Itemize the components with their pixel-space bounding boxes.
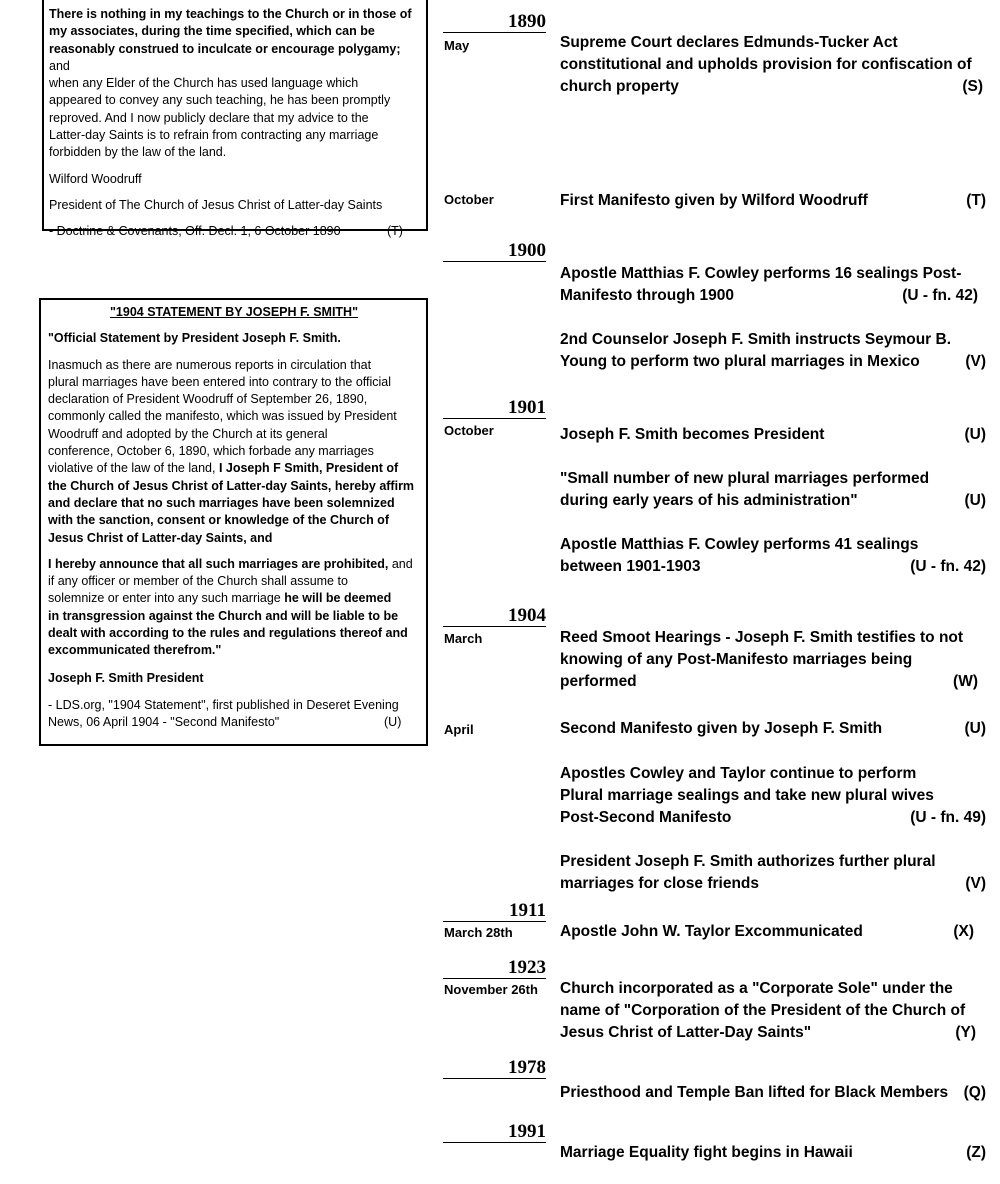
timeline-event: 2nd Counselor Joseph F. Smith instructs Seymour B. Young to perform two plural marriages in Mexico (V) [560,329,960,373]
event-source-ref: (V) [965,353,986,370]
manifesto-line: when any Elder of the Church has used language which [49,76,359,91]
manifesto-citation-ref: (T) [387,224,403,239]
statement-line: Jesus Christ of Latter-day Saints, and [48,530,273,545]
event-source-ref: (U) [964,492,986,509]
manifesto-signature-title: President of The Church of Jesus Christ of Latter-day Saints [49,197,383,212]
event-source-ref: (U) [964,720,986,737]
timeline-event: Priesthood and Temple Ban lifted for Black Members (Q) [560,1082,988,1104]
timeline-event: Second Manifesto given by Joseph F. Smith (U) [560,718,988,740]
manifesto-line: reproved. And I now publicly declare that my advice to the [49,110,369,125]
manifesto-line: appeared to convey any such teaching, he has been promptly [49,93,391,108]
statement-line: plural marriages have been entered into contrary to the official [48,374,392,389]
statement-citation-ref: (U) [384,714,402,729]
manifesto-quote-box [42,0,428,239]
manifesto-line: reasonably construed to inculcate or encourage polygamy; and [49,41,401,73]
year-heading-1890: 1890 [443,12,546,33]
timeline-event: Reed Smoot Hearings - Joseph F. Smith testifies to not knowing of any Post-Manifesto marriages being performed (W) [560,627,980,693]
event-source-ref: (S) [962,78,983,95]
timeline-event: First Manifesto given by Wilford Woodruff (T) [560,190,988,212]
statement-line: if any officer or member of the Church shall assume to [48,574,348,589]
month-label: March 28th [444,925,513,940]
manifesto-line: There is nothing in my teachings to the Church or in those of [49,7,412,21]
statement-line: conference, October 6, 1890, which forbade any marriages [48,444,374,459]
statement-line: commonly called the manifesto, which was issued by President [48,409,397,424]
event-source-ref: (V) [965,875,986,892]
statement-paragraph-2 [48,556,420,660]
timeline-event: Marriage Equality fight begins in Hawaii (Z) [560,1142,988,1164]
event-source-ref: (U - fn. 42) [910,558,986,575]
statement-line: I hereby announce that all such marriages are prohibited, and [48,556,413,571]
statement-paragraph-1 [48,357,420,547]
event-source-ref: (X) [953,923,974,940]
timeline-event: Apostle John W. Taylor Excommunicated (X) [560,921,980,943]
statement-line: dealt with according to the rules and regulations thereof and [48,626,408,641]
timeline-event: Apostle Matthias F. Cowley performs 16 sealings Post-Manifesto through 1900 (U - fn. 42) [560,263,980,307]
event-source-ref: (U) [964,426,986,443]
event-source-ref: (T) [966,192,986,209]
statement-line: Woodruff and adopted by the Church at its general [48,426,328,441]
manifesto-signature: Wilford Woodruff [49,171,142,186]
timeline-event: Apostle Matthias F. Cowley performs 41 sealings between 1901-1903 (U - fn. 42) [560,534,940,578]
statement-line: Inasmuch as there are numerous reports in circulation that [48,357,372,372]
year-heading-1900: 1900 [443,241,546,262]
event-source-ref: (Y) [955,1024,976,1041]
statement-line: excommunicated therefrom." [48,643,222,658]
statement-1904-box [39,298,428,746]
statement-citation: - LDS.org, "1904 Statement", first published in Deseret Evening News, 06 April 1904 - "Second Manifesto" (U) [48,697,402,730]
manifesto-line: my associates, during the time specified, which can be [49,24,375,39]
statement-line: the Church of Jesus Christ of Latter-day Saints, hereby affirm [48,478,415,493]
event-source-ref: (Z) [966,1144,986,1161]
timeline-event: Apostles Cowley and Taylor continue to perform Plural marriage sealings and take new plural wives Post-Second Manifesto (U - fn. 49) [560,763,960,829]
month-label: April [444,722,474,737]
year-heading-1904: 1904 [443,606,546,627]
year-heading-1901: 1901 [443,398,546,419]
timeline-event: Joseph F. Smith becomes President (U) [560,424,988,446]
statement-line: solemnize or enter into any such marriage he will be deemed [48,591,392,606]
statement-signature: Joseph F. Smith President [48,670,204,685]
year-heading-1911: 1911 [443,901,546,922]
statement-subheading: "Official Statement by President Joseph F. Smith. [48,331,341,346]
year-heading-1978: 1978 [443,1058,546,1079]
statement-line: declaration of President Woodruff of September 26, 1890, [48,392,368,407]
month-label: October [444,423,494,438]
event-source-ref: (W) [953,673,978,690]
event-source-ref: (U - fn. 49) [910,809,986,826]
manifesto-line: Latter-day Saints is to refrain from contracting any marriage [49,128,379,143]
statement-heading: "1904 STATEMENT BY JOSEPH F. SMITH" [109,305,359,319]
statement-line: violative of the law of the land, I Joseph F Smith, President of [48,461,399,476]
event-source-ref: (Q) [963,1084,986,1101]
year-heading-1923: 1923 [443,958,546,979]
month-label: November 26th [444,982,538,997]
statement-line: with the sanction, consent or knowledge of the Church of [48,513,389,528]
timeline-event: Supreme Court declares Edmunds-Tucker Act constitutional and upholds provision for confiscation of church property (S) [560,32,985,98]
statement-line: and declare that no such marriages have been solemnized [48,495,395,510]
timeline-event: Church incorporated as a "Corporate Sole" under the name of "Corporation of the President of the Church of Jesus Christ of Latter-Day Saints" (Y) [560,978,985,1044]
month-label: October [444,192,494,207]
month-label: May [444,38,470,53]
manifesto-line: forbidden by the law of the land. [49,145,227,160]
statement-line: in transgression against the Church and will be liable to be [48,608,399,623]
event-source-ref: (U - fn. 42) [902,287,978,304]
timeline-event: President Joseph F. Smith authorizes further plural marriages for close friends (V) [560,851,960,895]
timeline-event: "Small number of new plural marriages performed during early years of his administration" (U) [560,468,955,512]
month-label: March [444,631,483,646]
year-heading-1991: 1991 [443,1122,546,1143]
manifesto-citation: - Doctrine & Covenants, Off. Decl. 1, 6 October 1890 (T) [49,223,420,240]
